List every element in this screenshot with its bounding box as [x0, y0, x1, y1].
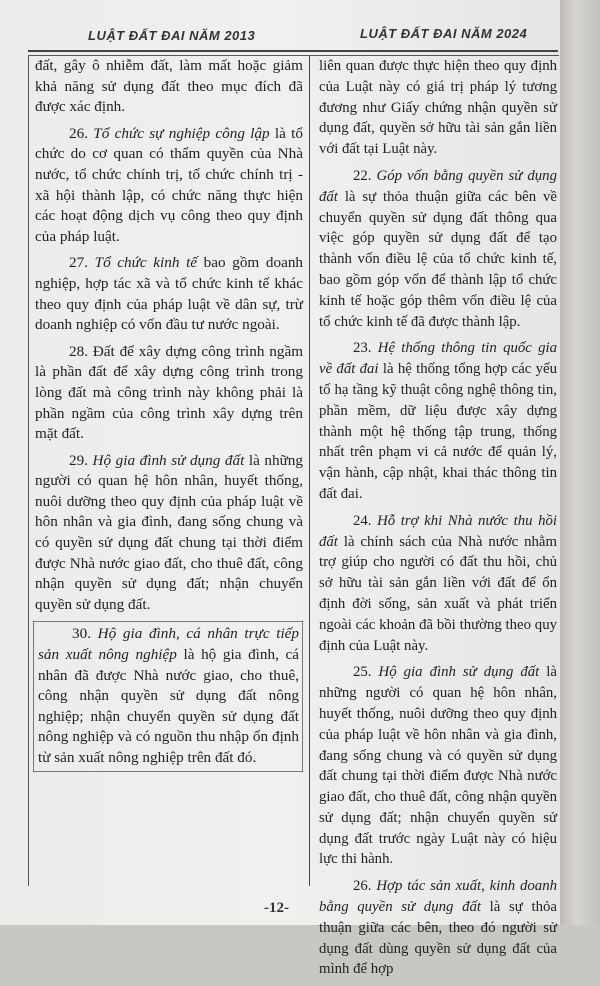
right-paragraph: liên quan được thực hiện theo quy định của Luật này có giá trị pháp lý tương đương như Giấy chứng nhận quyền sử dụng đất, quyền sở hữu tài sản gắn liền với đất tại Luật này.: [319, 58, 557, 158]
right-column-2024: [319, 56, 557, 986]
next-page-edge: [560, 0, 600, 925]
left-paragraph: 28. Đất để xây dựng công trình ngầm là phần đất để xây dựng công trình trong lòng đất mà công trình này không phải là phần ngầm của công trình xây dựng trên mặt đất.: [35, 342, 304, 443]
column-divider: [309, 56, 310, 886]
right-paragraph: 24. Hỗ trợ khi Nhà nước thu hồi đất là chính sách của Nhà nước nhằm trợ giúp cho người có đất thu hồi, chủ sở hữu tài sản gắn liền với đất để ổn định đời sống, sản xuất và phát triển ngoài các khoản đã bồi thường theo quy định của Luật này.: [319, 512, 557, 654]
header-rule: [28, 50, 558, 52]
left-column-2013: [35, 56, 303, 778]
right-paragraph: 25. Hộ gia đình sử dụng đất là những người có quan hệ hôn nhân, huyết thống, nuôi dưỡng theo quy định của pháp luật về hôn nhân và gia đình, đang sống chung và có quyền sử dụng đất chung tại thời điểm được Nhà nước giao đất, cho thuê đất, công nhận quyền sử dụng đất; nhận chuyển quyền sử dụng đất trước ngày Luật này có hiệu lực thi hành.: [319, 664, 557, 868]
left-paragraph: đất, gây ô nhiễm đất, làm mất hoặc giảm khả năng sử dụng đất theo mục đích đã được xác định.: [35, 57, 303, 116]
left-paragraph-boxed: 30. Hộ gia đình, cá nhân trực tiếp sản xuất nông nghiệp là hộ gia đình, cá nhân đã được Nhà nước giao, cho thuê, công nhận quyền sử dụng đất nông nghiệp; nhận chuyển quyền sử dụng đất nông nghiệp và có nguồn thu nhập ổn định từ sản xuất nông nghiệp trên đất đó.: [33, 621, 303, 771]
left-paragraph: 27. Tổ chức kinh tế bao gồm doanh nghiệp, hợp tác xã và tổ chức kinh tế khác theo quy định của pháp luật về dân sự, trừ doanh nghiệp có vốn đầu tư nước ngoài.: [35, 254, 304, 334]
right-paragraph: 26. Hợp tác sản xuất, kinh doanh bằng quyền sử dụng đất là sự thỏa thuận giữa các bên, theo đó người sử dụng đất dùng quyền sử dụng đất của mình để hợp: [319, 878, 557, 978]
right-paragraph: 23. Hệ thống thông tin quốc gia về đất đai là hệ thống tổng hợp các yếu tố hạ tầng kỹ thuật công nghệ thông tin, phần mềm, dữ liệu được xây dựng thành một hệ thống tập trung, thống nhất trên phạm vi cả nước để quản lý, vận hành, cập nhật, khai thác thông tin đất đai.: [319, 340, 558, 502]
header-left-title: LUẬT ĐẤT ĐAI NĂM 2013: [88, 28, 256, 43]
right-paragraph: 22. Góp vốn bằng quyền sử dụng đất là sự thỏa thuận giữa các bên về chuyển quyền sử dụng đất thông qua việc góp quyền sử dụng đất để tạo thành vốn điều lệ của tổ chức kinh tế, bao gồm góp vốn để thành lập tổ chức kinh tế hoặc góp thêm vốn điều lệ của tổ chức kinh tế đã được thành lập.: [319, 167, 557, 330]
running-header: [0, 6, 560, 46]
left-paragraph: 26. Tổ chức sự nghiệp công lập là tổ chức do cơ quan có thẩm quyền của Nhà nước, tổ chức chính trị, tổ chức chính trị - xã hội thành lập, có chức năng thực hiện các hoạt động dịch vụ công theo quy định của pháp luật.: [35, 124, 303, 245]
left-paragraph: 29. Hộ gia đình sử dụng đất là những người có quan hệ hôn nhân, huyết thống, nuôi dưỡng theo quy định của pháp luật về hôn nhân và gia đình, đang sống chung và có quyền sử dụng đất chung tại thời điểm được Nhà nước giao đất, cho thuê đất, công nhận quyền sử dụng đất; nhận chuyển quyền sử dụng đất.: [35, 451, 303, 613]
header-right-title: LUẬT ĐẤT ĐAI NĂM 2024: [360, 26, 528, 41]
page-number: -12-: [264, 900, 289, 916]
